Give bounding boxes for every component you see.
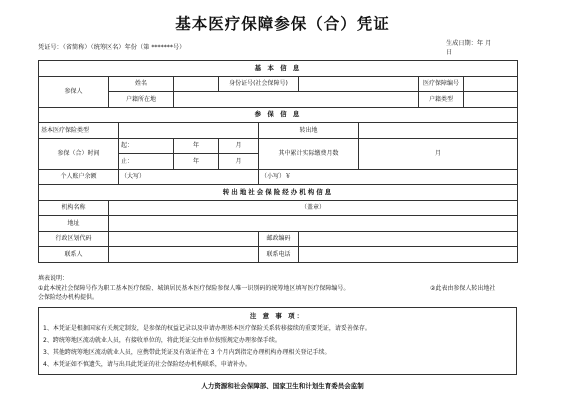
medical-security-number-label: 医疗保障编号 [419, 76, 464, 92]
note-item-4: 4、本凭证如不慎遗失，请与出具此凭证的社会保险经办机构联系，申请补办。 [43, 361, 251, 368]
contact-phone-value[interactable] [299, 247, 518, 263]
notes-box [38, 307, 517, 375]
period-start [119, 138, 174, 154]
section-agency-info: 转出地社会保险经办机构信息 [39, 185, 518, 201]
period-end-label: 止： [121, 157, 134, 165]
note-item-2: 2、跨统筹地区流动就业人员，有接收单位的，将此凭证交由单位按照规定办理参保手续。 [43, 337, 281, 344]
section-basic-info: 基 本 信 息 [39, 61, 518, 77]
period-end-month: 月 [219, 154, 259, 170]
instructions-heading: 填表说明： [38, 275, 69, 282]
medical-security-number-value[interactable] [464, 76, 518, 92]
total-paid-months-label: 其中累计实际缴费月数 [259, 138, 359, 169]
contact-person-value[interactable] [109, 247, 259, 263]
transfer-out-place-value[interactable] [359, 123, 518, 139]
id-number-label: 身份证号(社会保障号) [219, 76, 299, 92]
agency-name-label: 机构名称 [39, 200, 109, 216]
postcode-label: 邮政编码 [259, 231, 299, 247]
certificate-number: 凭证号：（省简称）（统筹区名）年份（第 *******号） [38, 44, 186, 51]
issuer-footer: 人力资源和社会保障部、国家卫生和计划生育委员会监制 [201, 382, 364, 390]
total-paid-months-unit: 月 [359, 138, 518, 169]
hukou-type-value[interactable] [464, 92, 518, 108]
contact-phone-label: 联系电话 [259, 247, 299, 263]
account-balance-label: 个人账户余额 [39, 169, 119, 185]
name-label: 姓名 [109, 76, 174, 92]
certificate-form-table [38, 60, 518, 263]
insurance-type-value[interactable] [119, 123, 259, 139]
agency-seal: （盖章） [109, 200, 518, 216]
agency-address-label: 地址 [39, 216, 109, 232]
period-start-month: 月 [219, 138, 259, 154]
hukou-location-label: 户籍所在地 [109, 92, 174, 108]
document-title: 基本医疗保障参保（合）凭证 [175, 14, 390, 33]
section-insurance-info: 参 保 信 息 [39, 107, 518, 123]
postcode-value[interactable] [299, 231, 518, 247]
instructions-line-1 [38, 285, 349, 293]
contact-person-label: 联系人 [39, 247, 109, 263]
account-balance-upper[interactable]: （大写） [119, 169, 259, 185]
period-start-label: 起： [121, 142, 134, 149]
note-item-3: 3、其他跨统筹地区流动就业人员，应携带此凭证及有效证件在 3 个月内到指定办理机构办理相关登记手续。 [43, 349, 331, 356]
insurance-period-label: 参保（合）时间 [39, 138, 119, 169]
period-end-year: 年 [174, 154, 219, 170]
instructions-line-1b: ②此表由参保人转出地社 [430, 285, 496, 292]
hukou-type-label: 户籍类型 [419, 92, 464, 108]
period-end [119, 154, 174, 170]
id-number-value[interactable] [299, 76, 419, 92]
region-code-label: 行政区划代码 [39, 231, 109, 247]
agency-address-value[interactable] [109, 216, 518, 232]
instructions-line-2: 会保险经办机构提供。 [38, 294, 99, 301]
insured-person-label: 参保人 [39, 76, 109, 107]
name-value[interactable] [174, 76, 219, 92]
hukou-location-value[interactable] [174, 92, 419, 108]
notes-heading: 注 意 事 项： [249, 312, 306, 320]
generation-date-day: 日 [446, 49, 453, 56]
instructions-line-1a: ①此本统社会保障号作为职工基本医疗保险、城镇居民基本医疗保险参保人唯一识别码的统筹地区填写医疗保障编号。 [38, 285, 350, 292]
transfer-out-place-label: 转出地 [259, 123, 359, 139]
period-start-year: 年 [174, 138, 219, 154]
generation-date: 生成日期：年 月 [446, 40, 492, 47]
region-code-value[interactable] [109, 231, 259, 247]
note-item-1: 1、本凭证是根据国家有关规定制发，是参保的权益记录以及申请办理基本医疗保险关系转移接续的重要凭证，请妥善保存。 [43, 325, 371, 332]
insurance-type-label: 基本医疗保险类型 [39, 123, 119, 139]
account-balance-lower[interactable]: （小写）￥ [259, 169, 518, 185]
